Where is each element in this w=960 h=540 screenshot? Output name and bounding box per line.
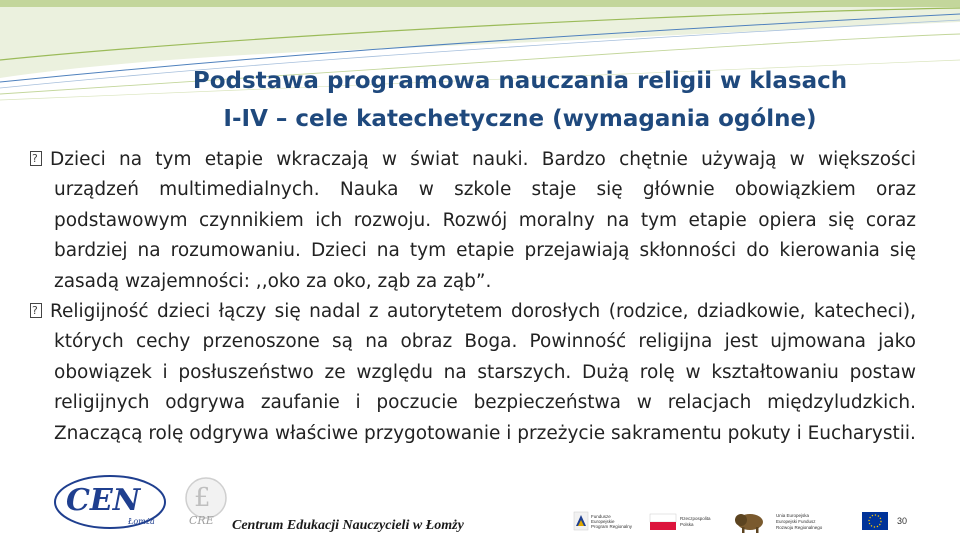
fe-line2: Europejskie (591, 519, 615, 524)
bullet-icon (30, 303, 42, 318)
paragraph-2-text: Religijność dzieci łączy się nadal z autorytetem dorosłych (rodzice, dziadkowie, katecheci), których cechy przenoszone są na obraz Boga. Powinność religijna jest ujmowana jako obowiązek i posłuszeństwo ze względu na starszych. Dużą rolę w kształtowaniu postaw religijnych odgrywa zaufanie i poczucie bezpieczeństwa w relacjach międzyludzkich. Znaczącą rolę odgrywa właściwe przygotowanie i przeżycie sakramentu pokuty i Eucharystii. (50, 301, 916, 444)
page-number: 30 (897, 516, 908, 526)
cre-logo-text: CRE (189, 514, 214, 527)
ue-line3: Rozwoju Regionalnego (776, 525, 823, 530)
paragraph-1-text: Dzieci na tym etapie wkraczają w świat nauki. Bardzo chętnie używają w większości urządzeń multimedialnych. Nauka w szkole staje się głównie obowiązkiem oraz podstawowym czynnikiem ich rozwoju. Rozwój moralny na tym etapie opiera się coraz bardziej na rozumowaniu. Dzieci na tym etapie przejawiają skłonności do kierowania się zasadą wzajemności: ,,oko za oko, ząb za ząb”. (50, 149, 916, 292)
cre-logo (180, 474, 232, 530)
bullet-icon (30, 151, 42, 166)
cen-logo-text: CEN (66, 483, 141, 518)
fe-line1: Fundusze (591, 514, 611, 519)
poland-flag-logo (650, 514, 711, 530)
title-line-1: Podstawa programowa nauczania religii w klasach (192, 68, 848, 94)
title-line-2: I-IV – cele katechetyczne (wymagania ogólne) (223, 106, 817, 132)
bison-logo (735, 514, 763, 533)
fe-line3: Program Regionalny (591, 524, 633, 529)
footer-organization-name: Centrum Edukacji Nauczycieli w Łomży (232, 518, 464, 533)
svg-text:£: £ (194, 483, 211, 513)
slide-title (120, 62, 920, 138)
cen-logo-sub: Łomża (128, 517, 155, 526)
eu-flag-logo (776, 512, 888, 530)
ue-line1: Unia Europejska (776, 513, 810, 518)
rp-line2: Polska (680, 522, 694, 527)
fundusze-europejskie-logo (574, 512, 633, 530)
bullet-paragraph-1 (30, 145, 916, 297)
cen-logo (52, 472, 172, 532)
ue-line2: Europejski Fundusz (776, 519, 816, 524)
bullet-paragraph-2 (30, 297, 916, 449)
rp-line1: Rzeczpospolita (680, 516, 711, 521)
eu-funding-logos (570, 506, 892, 536)
slide-body (30, 145, 916, 449)
